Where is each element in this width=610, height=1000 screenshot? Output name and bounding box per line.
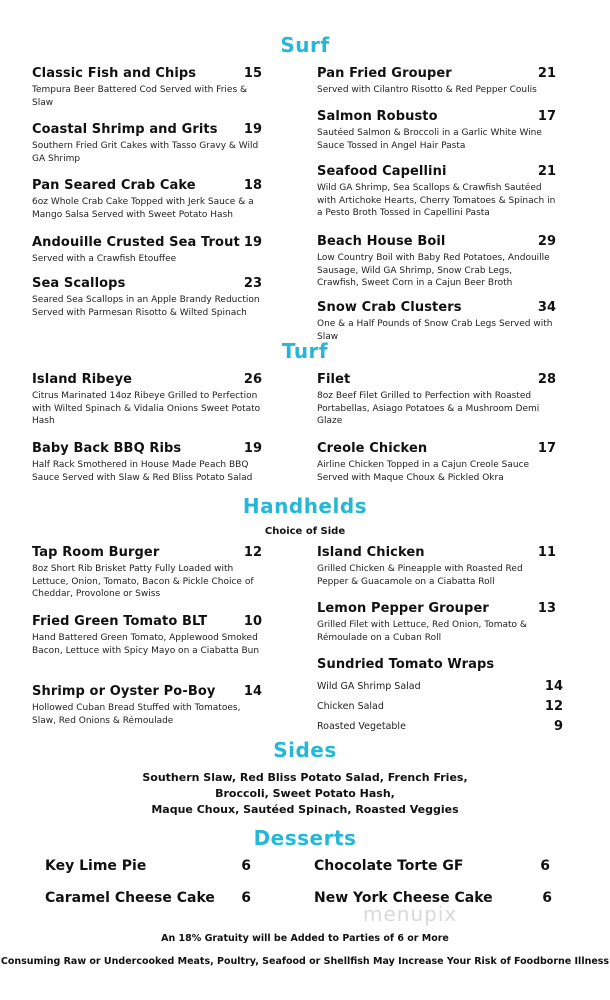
item-name: Salmon Robusto: [317, 109, 438, 124]
item-desc: 8oz Short Rib Brisket Patty Fully Loaded with Lettuce, Onion, Tomato, Bacon & Pickle Choice of Cheddar, Provolone or Swiss: [32, 564, 254, 599]
item-price: 21: [537, 66, 556, 81]
menu-item: [32, 684, 262, 727]
item-desc: 6oz Whole Crab Cake Topped with Jerk Sauce & a Mango Salsa Served with Sweet Potato Hash: [32, 197, 254, 220]
menu-item: [32, 122, 262, 165]
sides-line: Maque Choux, Sautéed Spinach, Roasted Veggies: [151, 803, 459, 816]
item-desc: Southern Fried Grit Cakes with Tasso Gravy & Wild GA Shrimp: [32, 141, 259, 164]
dessert-item: [45, 858, 251, 874]
item-name: Filet: [317, 372, 351, 387]
item-desc: Airline Chicken Topped in a Cajun Creole Sauce Served with Maque Choux & Pickled Okra: [317, 460, 530, 483]
menu-item: [317, 601, 556, 644]
dessert-name: Chocolate Torte GF: [314, 858, 464, 874]
item-desc: Wild GA Shrimp, Sea Scallops & Crawfish Sautéed with Artichoke Hearts, Cherry Tomatoes & Spinach in a Pesto Broth Tossed in Capellini Pasta: [317, 183, 556, 218]
menu-item: [317, 300, 556, 343]
menu-item: [317, 109, 556, 152]
menu-item: [317, 372, 556, 428]
foodborne-warning: Consuming Raw or Undercooked Meats, Poultry, Seafood or Shellfish May Increase Your Risk of Foodborne Illness: [0, 956, 610, 967]
item-name: Creole Chicken: [317, 441, 428, 456]
item-name: Beach House Boil: [317, 234, 446, 249]
menu-item: [317, 164, 556, 220]
wrap-label: Wild GA Shrimp Salad: [317, 681, 421, 692]
item-name: Tap Room Burger: [32, 545, 160, 560]
item-price: 10: [243, 614, 262, 629]
item-price: 13: [537, 601, 556, 616]
wrap-label: Chicken Salad: [317, 701, 384, 712]
gratuity-note: An 18% Gratuity will be Added to Parties of 6 or More: [161, 933, 449, 944]
item-price: 23: [243, 276, 262, 291]
item-desc: One & a Half Pounds of Snow Crab Legs Served with Slaw: [317, 319, 553, 342]
dessert-name: Key Lime Pie: [45, 858, 147, 874]
item-desc: Sautéed Salmon & Broccoli in a Garlic White Wine Sauce Tossed in Angel Hair Pasta: [317, 128, 542, 151]
item-price: 12: [243, 545, 262, 560]
wrap-label: Roasted Vegetable: [317, 721, 406, 732]
item-desc: Grilled Chicken & Pineapple with Roasted Red Pepper & Guacamole on a Ciabatta Roll: [317, 564, 523, 587]
item-name: Island Ribeye: [32, 372, 133, 387]
menu-item: [32, 545, 262, 601]
dessert-item: [314, 858, 550, 874]
wrap-option: [317, 721, 563, 732]
item-price: 19: [243, 122, 262, 137]
item-price: 17: [537, 109, 556, 124]
menu-item: [32, 441, 262, 484]
item-price: 21: [537, 164, 556, 179]
item-price: 14: [243, 684, 262, 699]
item-desc: Seared Sea Scallops in an Apple Brandy Reduction Served with Parmesan Risotto & Wilted Spinach: [32, 295, 260, 318]
item-desc: Hollowed Cuban Bread Stuffed with Tomatoes, Slaw, Red Onions & Rémoulade: [32, 703, 241, 726]
menu-item: [32, 235, 262, 266]
dessert-name: New York Cheese Cake: [314, 890, 493, 906]
dessert-price: 6: [542, 890, 552, 906]
item-name: Sundried Tomato Wraps: [317, 657, 495, 672]
item-price: 19: [243, 441, 262, 456]
menu-item: [317, 545, 556, 588]
item-name: Snow Crab Clusters: [317, 300, 462, 315]
dessert-price: 6: [241, 858, 251, 874]
menu-item: [317, 234, 556, 290]
item-name: Sea Scallops: [32, 276, 126, 291]
item-desc: Tempura Beer Battered Cod Served with Fries & Slaw: [32, 85, 248, 108]
wrap-price: 14: [544, 679, 563, 694]
item-desc: Low Country Boil with Baby Red Potatoes, Andouille Sausage, Wild GA Shrimp, Snow Crab Legs, Crawfish, Sweet Corn in a Cajun Beer Broth: [317, 253, 550, 288]
item-name: Pan Seared Crab Cake: [32, 178, 196, 193]
sides-line: Broccoli, Sweet Potato Hash,: [215, 787, 395, 800]
item-name: Classic Fish and Chips: [32, 66, 197, 81]
menu-item: [32, 372, 262, 428]
wrap-price: 9: [553, 719, 563, 734]
menu-item: [317, 657, 556, 672]
item-price: 26: [243, 372, 262, 387]
item-desc: Served with a Crawfish Etouffee: [32, 254, 177, 264]
item-price: 17: [537, 441, 556, 456]
wrap-option: [317, 681, 563, 692]
item-desc: Served with Cilantro Risotto & Red Pepper Coulis: [317, 85, 537, 95]
menu-item: [317, 66, 556, 97]
item-price: 19: [243, 235, 262, 250]
menu-item: [32, 614, 262, 657]
item-price: 34: [537, 300, 556, 315]
item-name: Baby Back BBQ Ribs: [32, 441, 182, 456]
item-name: Seafood Capellini: [317, 164, 447, 179]
dessert-price: 6: [540, 858, 550, 874]
sides-line: Southern Slaw, Red Bliss Potato Salad, French Fries,: [142, 771, 468, 784]
sides-title: Sides: [273, 738, 337, 762]
item-name: Pan Fried Grouper: [317, 66, 452, 81]
desserts-title: Desserts: [253, 826, 357, 850]
item-name: Coastal Shrimp and Grits: [32, 122, 218, 137]
item-desc: Grilled Filet with Lettuce, Red Onion, Tomato & Rémoulade on a Cuban Roll: [317, 620, 527, 643]
item-price: 18: [243, 178, 262, 193]
item-name: Lemon Pepper Grouper: [317, 601, 489, 616]
item-name: Andouille Crusted Sea Trout: [32, 235, 240, 250]
dessert-price: 6: [241, 890, 251, 906]
item-name: Fried Green Tomato BLT: [32, 614, 208, 629]
item-desc: Citrus Marinated 14oz Ribeye Grilled to Perfection with Wilted Spinach & Vidalia Onions Sweet Potato Hash: [32, 391, 261, 426]
wrap-option: [317, 701, 563, 712]
item-name: Island Chicken: [317, 545, 425, 560]
menu-item: [32, 276, 262, 319]
handhelds-note: Choice of Side: [264, 526, 346, 537]
item-name: Shrimp or Oyster Po-Boy: [32, 684, 216, 699]
item-price: 28: [537, 372, 556, 387]
menu-item: [32, 178, 262, 221]
dessert-name: Caramel Cheese Cake: [45, 890, 215, 906]
menu-item: [317, 441, 556, 484]
surf-title: Surf: [280, 33, 330, 57]
wrap-price: 12: [544, 699, 563, 714]
item-desc: 8oz Beef Filet Grilled to Perfection with Roasted Portabellas, Asiago Potatoes & a Mushroom Demi Glaze: [317, 391, 540, 426]
dessert-item: [45, 890, 251, 906]
item-desc: Half Rack Smothered in House Made Peach BBQ Sauce Served with Slaw & Red Bliss Potato Salad: [32, 460, 253, 483]
turf-title: Turf: [281, 339, 329, 363]
item-desc: Hand Battered Green Tomato, Applewood Smoked Bacon, Lettuce with Spicy Mayo on a Ciabatta Bun: [32, 633, 260, 656]
item-price: 11: [537, 545, 556, 560]
handhelds-title: Handhelds: [242, 494, 368, 518]
menu-item: [32, 66, 262, 109]
item-price: 29: [537, 234, 556, 249]
menupix-watermark: menupix: [363, 902, 458, 926]
item-price: 15: [243, 66, 262, 81]
